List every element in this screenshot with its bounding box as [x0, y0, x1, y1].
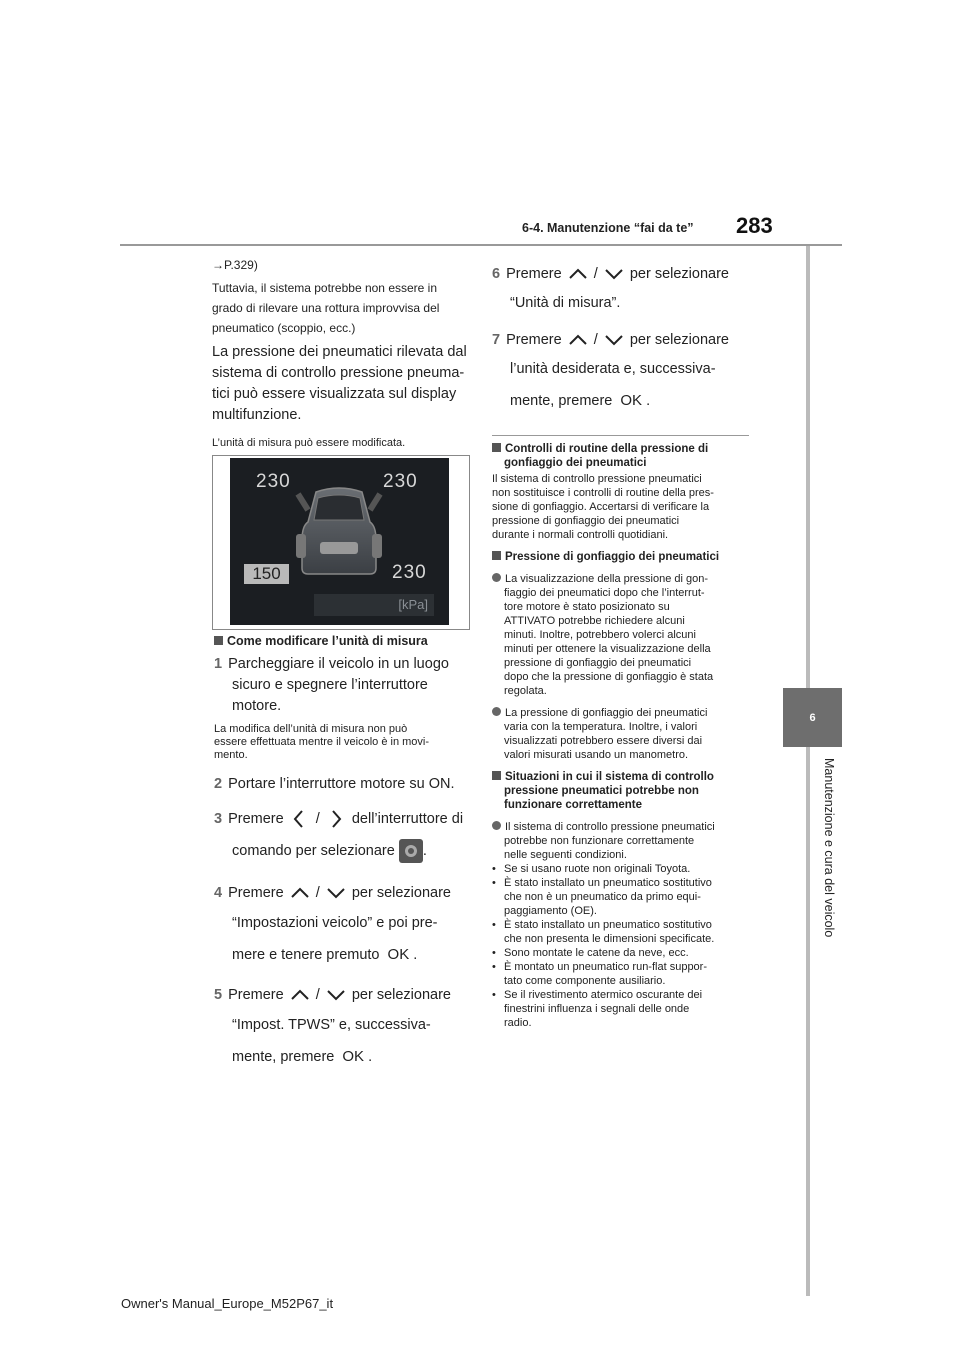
period: .: [422, 843, 427, 859]
text-line: dopo che la pressione di gonfiaggio è stata: [504, 671, 714, 683]
front-right-pressure: 230: [383, 471, 418, 492]
step-4: [214, 879, 476, 971]
text-line: nelle seguenti condizioni.: [504, 849, 627, 861]
text-line: che non è un pneumatico da primo equi-: [504, 891, 701, 903]
text-line: È stato installato un pneumatico sostitutivo: [504, 919, 712, 931]
text-line: gonfiaggio dei pneumatici: [504, 457, 647, 469]
footer-manual-id: Owner's Manual_Europe_M52P67_it: [121, 1296, 334, 1311]
text-line: pressione di gonfiaggio dei pneumatici: [504, 657, 692, 669]
step-number: 7: [492, 332, 501, 348]
text-line: funzionare correttamente: [504, 799, 643, 811]
square-bullet-icon: [492, 771, 501, 780]
slash: /: [315, 885, 320, 901]
section-divider: [492, 435, 749, 436]
list-bullet: •: [492, 947, 496, 959]
step-number: 5: [214, 987, 223, 1003]
text-line: l’unità desiderata e, successiva-: [510, 361, 716, 377]
paragraph-unita: L’unità di misura può essere modificata.: [212, 437, 406, 449]
text-line: essere effettuata mentre il veicolo è in movi-: [214, 736, 430, 748]
dot-bullet-icon: [492, 821, 501, 830]
text-line: mente, premere: [232, 1049, 335, 1065]
text-line: Premere: [228, 987, 284, 1003]
step-number: 2: [214, 776, 223, 792]
text-line: Se si usano ruote non originali Toyota.: [504, 863, 691, 875]
right-column: [492, 260, 754, 418]
text-line: sistema di controllo pressione pneuma-: [212, 365, 465, 381]
text-line: “Impostazioni veicolo” e poi pre-: [232, 915, 438, 931]
step-2: [214, 774, 476, 795]
step-1: [214, 654, 476, 717]
text-line: mente, premere: [510, 393, 613, 409]
text-line: potrebbe non funzionare correttamente: [504, 835, 695, 847]
heading-text: Come modificare l’unità di misura: [227, 634, 428, 648]
text-line: minuti per ottenere la visualizzazione della: [504, 643, 711, 655]
list-item: [492, 988, 754, 1030]
text-line: comando per selezionare: [232, 843, 395, 859]
text-line: sicuro e spegnere l’interruttore: [232, 677, 428, 693]
square-bullet-icon: [492, 443, 501, 452]
square-bullet-icon: [214, 636, 223, 645]
text-line: regolata.: [504, 685, 547, 697]
step-6: [492, 260, 754, 318]
step-number: 6: [492, 266, 501, 282]
list-item: [492, 960, 754, 988]
text-line: “Impost. TPWS” e, successiva-: [232, 1017, 431, 1033]
text-line: multifunzione.: [212, 407, 302, 423]
chevron-down-icon: [324, 986, 348, 1004]
slash: /: [315, 987, 320, 1003]
rear-left-pressure-warning: 150: [244, 564, 289, 584]
text-line: minuti. Inoltre, potrebbero volerci alcuni: [504, 629, 696, 641]
text-line: sione di gonfiaggio. Accertarsi di verificare la: [492, 501, 710, 513]
dot-bullet-icon: [492, 573, 501, 582]
step-number: 1: [214, 656, 223, 672]
pressure-unit: [kPa]: [314, 594, 434, 616]
conditions-list: [492, 862, 754, 1030]
text-line: pressione pneumatici potrebbe non: [504, 785, 699, 797]
text-line: È montato un pneumatico run-flat suppor-: [504, 961, 708, 973]
chevron-left-icon: [288, 808, 312, 830]
bullet-temperature: [492, 706, 754, 762]
list-bullet: •: [492, 877, 496, 889]
text-line: varia con la temperatura. Inoltre, i valori: [504, 721, 698, 733]
rear-right-pressure: 230: [392, 562, 427, 583]
chevron-right-icon: [324, 808, 348, 830]
text-line: È stato installato un pneumatico sostitutivo: [504, 877, 712, 889]
text-line: che non presenta le dimensioni specificate.: [504, 933, 715, 945]
text-line: per selezionare: [629, 332, 729, 348]
text-line: Tuttavia, il sistema potrebbe non essere in: [212, 281, 438, 295]
text-line: mere e tenere premuto: [232, 947, 380, 963]
text-line: Pressione di gonfiaggio dei pneumatici: [505, 551, 720, 563]
text-line: “Unità di misura”.: [510, 295, 621, 311]
chapter-tab: [783, 688, 842, 747]
gear-icon: [399, 839, 423, 863]
list-item: [492, 862, 754, 876]
period: .: [413, 947, 418, 963]
text-line: Premere: [506, 266, 562, 282]
text-line: Premere: [228, 885, 284, 901]
text-line: Parcheggiare il veicolo in un luogo: [228, 656, 449, 672]
heading-inflation-pressure: [492, 550, 754, 564]
text-line: Se il rivestimento atermico oscurante dei: [504, 989, 703, 1001]
dot-bullet-icon: [492, 707, 501, 716]
text-line: dell’interruttore di: [351, 811, 464, 827]
text-line: fiaggio dei pneumatici dopo che l’interrut-: [504, 587, 705, 599]
text-line: pneumatico (scoppio, ecc.): [212, 321, 356, 335]
right-column-notes: [492, 442, 754, 1030]
text-line: durante i normali controlli quotidiani.: [492, 529, 669, 541]
period: .: [646, 393, 651, 409]
list-bullet: •: [492, 919, 496, 931]
paragraph-routine: [492, 472, 754, 542]
text-line: radio.: [504, 1017, 532, 1029]
list-item: [492, 876, 754, 918]
chevron-up-icon: [566, 265, 590, 283]
text-line: finestrini influenza i segnali delle onde: [504, 1003, 690, 1015]
bullet-conditions: [492, 820, 754, 862]
paragraph-tuttavia: [212, 278, 472, 338]
chapter-number: 6: [809, 711, 816, 724]
heading-routine-checks: [492, 442, 754, 470]
period: .: [368, 1049, 373, 1065]
front-left-pressure: 230: [256, 471, 291, 492]
text-line: Premere: [228, 811, 284, 827]
page-number: 283: [736, 213, 773, 238]
text-line: Il sistema di controllo pressione pneumatici: [492, 473, 702, 485]
text-line: Controlli di routine della pressione di: [505, 443, 709, 455]
left-column: [212, 256, 472, 452]
step-number: 4: [214, 885, 223, 901]
text-line: paggiamento (OE).: [504, 905, 597, 917]
text-line: per selezionare: [629, 266, 729, 282]
text-line: La visualizzazione della pressione di gon-: [505, 573, 709, 585]
slash: /: [315, 811, 320, 827]
note-step-1: [214, 723, 476, 762]
text-line: per selezionare: [351, 885, 451, 901]
text-line: La pressione di gonfiaggio dei pneumatici: [505, 707, 708, 719]
list-bullet: •: [492, 961, 496, 973]
square-bullet-icon: [492, 551, 501, 560]
text-line: Situazioni in cui il sistema di controllo: [505, 771, 714, 783]
text-line: grado di rilevare una rottura improvvisa del: [212, 301, 440, 315]
slash: /: [593, 332, 598, 348]
text-line: Sono montate le catene da neve, ecc.: [504, 947, 689, 959]
step-3: [214, 805, 476, 869]
text-line: tici può essere visualizzata sul display: [212, 386, 457, 402]
text-line: per selezionare: [351, 987, 451, 1003]
text-line: mento.: [214, 749, 248, 761]
bullet-display-delay: [492, 572, 754, 698]
heading-change-unit: [214, 632, 476, 650]
chapter-title: Manutenzione e cura del veicolo: [822, 758, 836, 938]
text-line: Il sistema di controllo pressione pneumatici: [505, 821, 715, 833]
text-line: motore.: [232, 698, 282, 714]
heading-malfunction-situations: [492, 770, 754, 812]
text-line: Portare l’interruttore motore su ON.: [228, 776, 455, 792]
chevron-down-icon: [324, 884, 348, 902]
chevron-up-icon: [566, 331, 590, 349]
list-item: [492, 918, 754, 946]
text-line: tore motore è stato posizionato su: [504, 601, 670, 613]
chevron-down-icon: [602, 265, 626, 283]
step-7: [492, 326, 754, 418]
list-item: [492, 946, 754, 960]
ok-button-icon: OK: [342, 1048, 365, 1065]
list-bullet: •: [492, 989, 496, 1001]
car-icon: [294, 484, 384, 582]
text-line: La pressione dei pneumatici rilevata dal: [212, 344, 467, 360]
section-title: 6-4. Manutenzione “fai da te”: [522, 221, 694, 235]
step-5: [214, 981, 476, 1073]
text-line: visualizzati potrebbero essere diversi dai: [504, 735, 703, 747]
text-line: tato come componente ausiliario.: [504, 975, 666, 987]
step-number: 3: [214, 811, 223, 827]
chevron-up-icon: [288, 986, 312, 1004]
chevron-down-icon: [602, 331, 626, 349]
text-line: ATTIVATO potrebbe richiedere alcuni: [504, 615, 685, 627]
ok-button-icon: OK: [387, 946, 410, 963]
page-reference: →P.329): [212, 258, 258, 272]
ok-button-icon: OK: [620, 392, 643, 409]
text-line: valori misurati usando un manometro.: [504, 749, 689, 761]
multi-info-display: [230, 458, 449, 625]
header-rule: [120, 244, 842, 246]
chevron-up-icon: [288, 884, 312, 902]
text-line: pressione di gonfiaggio dei pneumatici: [492, 515, 680, 527]
paragraph-pressione: [212, 342, 472, 426]
left-column-lower: [214, 632, 476, 1073]
list-bullet: •: [492, 863, 496, 875]
text-line: Premere: [506, 332, 562, 348]
text-line: non sostituisce i controlli di routine della pres-: [492, 487, 714, 499]
slash: /: [593, 266, 598, 282]
text-line: La modifica dell’unità di misura non può: [214, 723, 408, 735]
side-tab-bar: [806, 246, 810, 1296]
